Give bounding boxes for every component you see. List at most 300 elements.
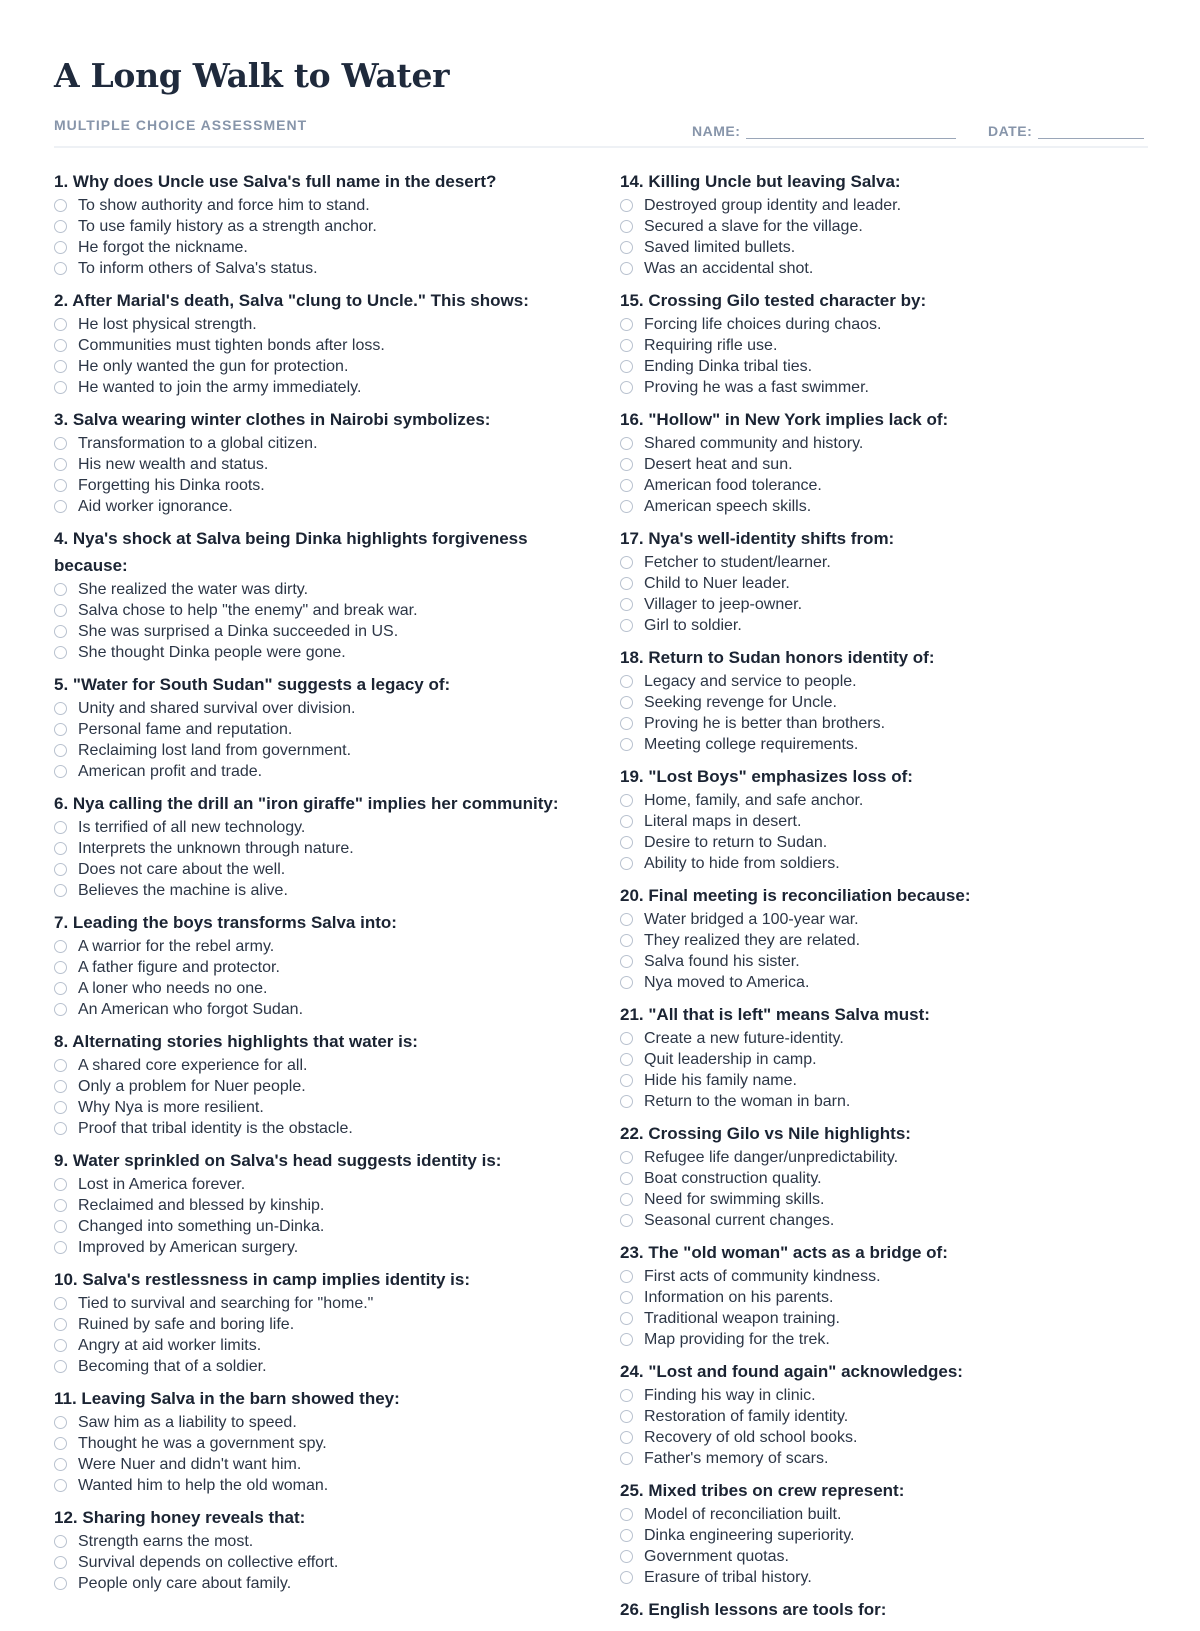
answer-option[interactable] xyxy=(54,377,594,398)
question-text: 26. English lessons are tools for: xyxy=(620,1600,887,1619)
radio-circle-icon[interactable] xyxy=(54,1080,67,1093)
answer-option-label: To inform others of Salva's status. xyxy=(78,259,318,277)
answer-option[interactable] xyxy=(620,573,1160,594)
answer-option[interactable] xyxy=(54,1293,594,1314)
answer-option[interactable] xyxy=(54,258,594,279)
answer-option[interactable] xyxy=(620,216,1160,237)
radio-circle-icon[interactable] xyxy=(54,241,67,254)
radio-circle-icon[interactable] xyxy=(620,1389,633,1402)
answer-option-label: Changed into something un-Dinka. xyxy=(78,1217,325,1235)
radio-circle-icon[interactable] xyxy=(54,1360,67,1373)
answer-option[interactable] xyxy=(620,1567,1160,1588)
answer-option[interactable] xyxy=(54,880,594,901)
page-title: A Long Walk to Water xyxy=(54,56,450,95)
answer-option[interactable] xyxy=(620,1287,1160,1308)
answer-option-label: She thought Dinka people were gone. xyxy=(78,643,346,661)
answer-option-label: Ability to hide from soldiers. xyxy=(644,854,840,872)
answer-option-label: She was surprised a Dinka succeeded in US. xyxy=(78,622,399,640)
answer-option-label: Saved limited bullets. xyxy=(644,238,796,256)
answer-option[interactable] xyxy=(54,314,594,335)
question-text: 9. Water sprinkled on Salva's head suggests identity is: xyxy=(54,1151,502,1170)
answer-option-label: Interprets the unknown through nature. xyxy=(78,839,354,857)
question-block xyxy=(54,1147,594,1258)
answer-option-label: Erasure of tribal history. xyxy=(644,1568,812,1586)
answer-option[interactable] xyxy=(54,496,594,517)
radio-circle-icon[interactable] xyxy=(54,961,67,974)
question-text: 11. Leaving Salva in the barn showed they: xyxy=(54,1389,400,1408)
answer-option-label: Finding his way in clinic. xyxy=(644,1386,816,1404)
radio-circle-icon[interactable] xyxy=(620,1571,633,1584)
answer-option-label: Unity and shared survival over division. xyxy=(78,699,356,717)
radio-circle-icon[interactable] xyxy=(620,794,633,807)
radio-circle-icon[interactable] xyxy=(620,1312,633,1325)
radio-circle-icon[interactable] xyxy=(54,625,67,638)
radio-circle-icon[interactable] xyxy=(54,765,67,778)
answer-option[interactable] xyxy=(620,594,1160,615)
answer-option[interactable] xyxy=(620,909,1160,930)
answer-option-label: Requiring rifle use. xyxy=(644,336,778,354)
radio-circle-icon[interactable] xyxy=(54,646,67,659)
question-block xyxy=(620,1596,1160,1623)
radio-circle-icon[interactable] xyxy=(54,458,67,471)
answer-option[interactable] xyxy=(620,1329,1160,1350)
question-text: 21. "All that is left" means Salva must: xyxy=(620,1005,930,1024)
answer-option[interactable] xyxy=(54,719,594,740)
answer-option[interactable] xyxy=(620,1266,1160,1287)
radio-circle-icon[interactable] xyxy=(620,1032,633,1045)
radio-circle-icon[interactable] xyxy=(54,744,67,757)
radio-circle-icon[interactable] xyxy=(54,1437,67,1450)
radio-circle-icon[interactable] xyxy=(54,842,67,855)
question-block xyxy=(620,1120,1160,1231)
answer-option-label: Government quotas. xyxy=(644,1547,789,1565)
answer-option[interactable] xyxy=(54,999,594,1020)
answer-option[interactable] xyxy=(54,1097,594,1118)
radio-circle-icon[interactable] xyxy=(54,479,67,492)
answer-option-label: An American who forgot Sudan. xyxy=(78,1000,304,1018)
radio-circle-icon[interactable] xyxy=(54,437,67,450)
radio-circle-icon[interactable] xyxy=(620,976,633,989)
name-line[interactable] xyxy=(746,122,956,139)
radio-circle-icon[interactable] xyxy=(620,738,633,751)
question-block xyxy=(620,406,1160,517)
answer-option[interactable] xyxy=(54,1174,594,1195)
answer-option-label: His new wealth and status. xyxy=(78,455,269,473)
answer-option-label: Lost in America forever. xyxy=(78,1175,246,1193)
answer-option[interactable] xyxy=(620,1546,1160,1567)
answer-option[interactable] xyxy=(54,978,594,999)
question-block xyxy=(620,644,1160,755)
radio-circle-icon[interactable] xyxy=(54,1479,67,1492)
answer-option[interactable] xyxy=(620,454,1160,475)
radio-circle-icon[interactable] xyxy=(54,1178,67,1191)
answer-option-label: Why Nya is more resilient. xyxy=(78,1098,264,1116)
answer-option[interactable] xyxy=(620,195,1160,216)
answer-option-label: Salva found his sister. xyxy=(644,952,800,970)
date-field[interactable] xyxy=(988,122,1144,139)
left-question-column xyxy=(54,168,594,1602)
answer-option[interactable] xyxy=(54,817,594,838)
question-text: 4. Nya's shock at Salva being Dinka highlights forgiveness because: xyxy=(54,529,528,575)
radio-circle-icon[interactable] xyxy=(620,1431,633,1444)
answer-option[interactable] xyxy=(54,237,594,258)
radio-circle-icon[interactable] xyxy=(54,360,67,373)
radio-circle-icon[interactable] xyxy=(54,318,67,331)
radio-circle-icon[interactable] xyxy=(620,1053,633,1066)
radio-circle-icon[interactable] xyxy=(54,1199,67,1212)
answer-option-label: Saw him as a liability to speed. xyxy=(78,1413,297,1431)
page-subtitle: MULTIPLE CHOICE ASSESSMENT xyxy=(54,117,308,133)
answer-option[interactable] xyxy=(620,972,1160,993)
radio-circle-icon[interactable] xyxy=(620,1270,633,1283)
question-block xyxy=(620,882,1160,993)
radio-circle-icon[interactable] xyxy=(54,1318,67,1331)
question-block xyxy=(54,1385,594,1496)
radio-circle-icon[interactable] xyxy=(620,1095,633,1108)
answer-option[interactable] xyxy=(54,761,594,782)
radio-circle-icon[interactable] xyxy=(620,1074,633,1087)
radio-circle-icon[interactable] xyxy=(620,1193,633,1206)
answer-option[interactable] xyxy=(620,1525,1160,1546)
question-block xyxy=(54,790,594,901)
radio-circle-icon[interactable] xyxy=(54,1556,67,1569)
radio-circle-icon[interactable] xyxy=(620,675,633,688)
answer-option-label: Proving he is better than brothers. xyxy=(644,714,886,732)
question-block xyxy=(620,1358,1160,1469)
radio-circle-icon[interactable] xyxy=(620,339,633,352)
answer-option-label: Recovery of old school books. xyxy=(644,1428,858,1446)
answer-option[interactable] xyxy=(620,356,1160,377)
answer-option-label: Reclaiming lost land from government. xyxy=(78,741,352,759)
answer-option-label: To use family history as a strength anchor. xyxy=(78,217,377,235)
answer-option[interactable] xyxy=(54,1055,594,1076)
answer-option[interactable] xyxy=(620,811,1160,832)
answer-option-label: Home, family, and safe anchor. xyxy=(644,791,864,809)
radio-circle-icon[interactable] xyxy=(54,1059,67,1072)
answer-option[interactable] xyxy=(54,579,594,600)
radio-circle-icon[interactable] xyxy=(620,913,633,926)
radio-circle-icon[interactable] xyxy=(54,1241,67,1254)
answer-option[interactable] xyxy=(620,552,1160,573)
name-field[interactable] xyxy=(692,122,956,139)
answer-option[interactable] xyxy=(620,1308,1160,1329)
answer-option[interactable] xyxy=(54,1573,594,1594)
question-text: 12. Sharing honey reveals that: xyxy=(54,1508,306,1527)
answer-option[interactable] xyxy=(620,951,1160,972)
radio-circle-icon[interactable] xyxy=(620,1333,633,1346)
answer-option[interactable] xyxy=(620,790,1160,811)
radio-circle-icon[interactable] xyxy=(620,318,633,331)
answer-option-label: Child to Nuer leader. xyxy=(644,574,790,592)
answer-option[interactable] xyxy=(54,1195,594,1216)
answer-option-label: Tied to survival and searching for "home." xyxy=(78,1294,374,1312)
answer-option[interactable] xyxy=(620,237,1160,258)
answer-option-label: Fetcher to student/learner. xyxy=(644,553,831,571)
question-block xyxy=(54,1028,594,1139)
answer-option[interactable] xyxy=(54,1335,594,1356)
answer-option[interactable] xyxy=(620,734,1160,755)
radio-circle-icon[interactable] xyxy=(620,1452,633,1465)
answer-option[interactable] xyxy=(620,1406,1160,1427)
answer-option[interactable] xyxy=(54,1531,594,1552)
answer-option-label: Villager to jeep-owner. xyxy=(644,595,803,613)
answer-option-label: Information on his parents. xyxy=(644,1288,834,1306)
answer-option[interactable] xyxy=(54,1216,594,1237)
answer-option[interactable] xyxy=(54,698,594,719)
answer-option[interactable] xyxy=(620,1049,1160,1070)
radio-circle-icon[interactable] xyxy=(54,702,67,715)
answer-option[interactable] xyxy=(54,600,594,621)
radio-circle-icon[interactable] xyxy=(54,583,67,596)
answer-option[interactable] xyxy=(54,1356,594,1377)
radio-circle-icon[interactable] xyxy=(620,556,633,569)
answer-option[interactable] xyxy=(620,496,1160,517)
answer-option[interactable] xyxy=(620,335,1160,356)
question-text: 10. Salva's restlessness in camp implies identity is: xyxy=(54,1270,471,1289)
answer-option-label: Water bridged a 100-year war. xyxy=(644,910,859,928)
answer-option-label: Wanted him to help the old woman. xyxy=(78,1476,329,1494)
answer-option[interactable] xyxy=(54,621,594,642)
answer-option[interactable] xyxy=(620,377,1160,398)
answer-option-label: Return to the woman in barn. xyxy=(644,1092,851,1110)
answer-option-label: Traditional weapon training. xyxy=(644,1309,840,1327)
answer-option-label: He lost physical strength. xyxy=(78,315,257,333)
question-block xyxy=(620,287,1160,398)
answer-option[interactable] xyxy=(620,615,1160,636)
answer-option[interactable] xyxy=(54,838,594,859)
answer-option[interactable] xyxy=(54,335,594,356)
question-block xyxy=(54,1504,594,1594)
answer-option-label: American profit and trade. xyxy=(78,762,263,780)
radio-circle-icon[interactable] xyxy=(620,1214,633,1227)
answer-option[interactable] xyxy=(620,930,1160,951)
radio-circle-icon[interactable] xyxy=(54,1577,67,1590)
radio-circle-icon[interactable] xyxy=(54,199,67,212)
radio-circle-icon[interactable] xyxy=(54,1003,67,1016)
answer-option[interactable] xyxy=(54,433,594,454)
answer-option[interactable] xyxy=(54,1314,594,1335)
answer-option-label: Aid worker ignorance. xyxy=(78,497,233,515)
answer-option[interactable] xyxy=(54,475,594,496)
radio-circle-icon[interactable] xyxy=(620,458,633,471)
answer-option[interactable] xyxy=(54,1118,594,1139)
radio-circle-icon[interactable] xyxy=(620,479,633,492)
answer-option[interactable] xyxy=(54,1475,594,1496)
answer-option[interactable] xyxy=(54,859,594,880)
radio-circle-icon[interactable] xyxy=(54,884,67,897)
answer-option[interactable] xyxy=(620,314,1160,335)
answer-option-label: Improved by American surgery. xyxy=(78,1238,299,1256)
radio-circle-icon[interactable] xyxy=(54,1101,67,1114)
answer-option-label: Is terrified of all new technology. xyxy=(78,818,306,836)
answer-option[interactable] xyxy=(620,671,1160,692)
answer-option-label: Ending Dinka tribal ties. xyxy=(644,357,813,375)
answer-option[interactable] xyxy=(54,356,594,377)
answer-option-label: They realized they are related. xyxy=(644,931,861,949)
radio-circle-icon[interactable] xyxy=(54,723,67,736)
answer-option-label: Restoration of family identity. xyxy=(644,1407,849,1425)
name-label: NAME: xyxy=(692,123,741,139)
answer-option[interactable] xyxy=(620,713,1160,734)
answer-option[interactable] xyxy=(54,642,594,663)
answer-option-label: Thought he was a government spy. xyxy=(78,1434,327,1452)
radio-circle-icon[interactable] xyxy=(54,604,67,617)
answer-option[interactable] xyxy=(620,692,1160,713)
answer-option[interactable] xyxy=(620,1168,1160,1189)
radio-circle-icon[interactable] xyxy=(54,821,67,834)
answer-option-label: Shared community and history. xyxy=(644,434,864,452)
answer-option[interactable] xyxy=(54,1076,594,1097)
answer-option[interactable] xyxy=(54,1454,594,1475)
radio-circle-icon[interactable] xyxy=(620,500,633,513)
radio-circle-icon[interactable] xyxy=(54,863,67,876)
radio-circle-icon[interactable] xyxy=(54,220,67,233)
radio-circle-icon[interactable] xyxy=(54,500,67,513)
question-block xyxy=(620,1001,1160,1112)
answer-option-label: To show authority and force him to stand. xyxy=(78,196,370,214)
answer-option-label: Reclaimed and blessed by kinship. xyxy=(78,1196,325,1214)
question-block xyxy=(54,168,594,279)
answer-option[interactable] xyxy=(620,1189,1160,1210)
radio-circle-icon[interactable] xyxy=(620,1151,633,1164)
answer-option-label: Transformation to a global citizen. xyxy=(78,434,318,452)
radio-circle-icon[interactable] xyxy=(54,381,67,394)
answer-option-label: Map providing for the trek. xyxy=(644,1330,830,1348)
radio-circle-icon[interactable] xyxy=(54,940,67,953)
radio-circle-icon[interactable] xyxy=(620,619,633,632)
answer-option-label: Desert heat and sun. xyxy=(644,455,793,473)
header-divider xyxy=(54,146,1148,148)
radio-circle-icon[interactable] xyxy=(620,934,633,947)
date-line[interactable] xyxy=(1038,122,1144,139)
answer-option[interactable] xyxy=(620,853,1160,874)
answer-option[interactable] xyxy=(54,216,594,237)
radio-circle-icon[interactable] xyxy=(54,1458,67,1471)
answer-option-label: Desire to return to Sudan. xyxy=(644,833,828,851)
answer-option[interactable] xyxy=(54,957,594,978)
radio-circle-icon[interactable] xyxy=(620,1529,633,1542)
radio-circle-icon[interactable] xyxy=(620,1410,633,1423)
answer-option[interactable] xyxy=(54,1412,594,1433)
answer-option[interactable] xyxy=(54,1433,594,1454)
answer-option-label: Girl to soldier. xyxy=(644,616,742,634)
radio-circle-icon[interactable] xyxy=(54,262,67,275)
answer-option[interactable] xyxy=(620,1448,1160,1469)
answer-option-label: Proof that tribal identity is the obstacle. xyxy=(78,1119,353,1137)
answer-option-label: Salva chose to help "the enemy" and break war. xyxy=(78,601,418,619)
radio-circle-icon[interactable] xyxy=(620,381,633,394)
radio-circle-icon[interactable] xyxy=(620,1291,633,1304)
answer-option[interactable] xyxy=(54,195,594,216)
radio-circle-icon[interactable] xyxy=(620,815,633,828)
question-block xyxy=(620,1239,1160,1350)
answer-option-label: Becoming that of a soldier. xyxy=(78,1357,267,1375)
question-block xyxy=(54,909,594,1020)
answer-option[interactable] xyxy=(620,1504,1160,1525)
question-block xyxy=(54,525,594,663)
answer-option[interactable] xyxy=(54,936,594,957)
answer-option-label: Quit leadership in camp. xyxy=(644,1050,817,1068)
radio-circle-icon[interactable] xyxy=(620,696,633,709)
answer-option-label: A warrior for the rebel army. xyxy=(78,937,275,955)
radio-circle-icon[interactable] xyxy=(54,1122,67,1135)
answer-option-label: Forgetting his Dinka roots. xyxy=(78,476,265,494)
answer-option-label: Personal fame and reputation. xyxy=(78,720,293,738)
radio-circle-icon[interactable] xyxy=(620,717,633,730)
answer-option[interactable] xyxy=(620,258,1160,279)
answer-option[interactable] xyxy=(620,1070,1160,1091)
question-text: 23. The "old woman" acts as a bridge of: xyxy=(620,1243,948,1262)
answer-option[interactable] xyxy=(620,1210,1160,1231)
radio-circle-icon[interactable] xyxy=(620,955,633,968)
radio-circle-icon[interactable] xyxy=(620,577,633,590)
radio-circle-icon[interactable] xyxy=(620,1172,633,1185)
radio-circle-icon[interactable] xyxy=(620,857,633,870)
question-block xyxy=(54,406,594,517)
radio-circle-icon[interactable] xyxy=(54,1416,67,1429)
radio-circle-icon[interactable] xyxy=(54,339,67,352)
answer-option[interactable] xyxy=(620,1427,1160,1448)
radio-circle-icon[interactable] xyxy=(620,199,633,212)
answer-option[interactable] xyxy=(620,1385,1160,1406)
answer-option[interactable] xyxy=(620,1091,1160,1112)
question-text: 14. Killing Uncle but leaving Salva: xyxy=(620,172,901,191)
answer-option[interactable] xyxy=(620,475,1160,496)
answer-option[interactable] xyxy=(54,454,594,475)
radio-circle-icon[interactable] xyxy=(620,220,633,233)
question-text: 7. Leading the boys transforms Salva into: xyxy=(54,913,397,932)
radio-circle-icon[interactable] xyxy=(54,1535,67,1548)
radio-circle-icon[interactable] xyxy=(620,262,633,275)
answer-option-label: Angry at aid worker limits. xyxy=(78,1336,262,1354)
answer-option-label: Seeking revenge for Uncle. xyxy=(644,693,837,711)
radio-circle-icon[interactable] xyxy=(54,1220,67,1233)
question-text: 20. Final meeting is reconciliation because: xyxy=(620,886,971,905)
radio-circle-icon[interactable] xyxy=(54,1297,67,1310)
radio-circle-icon[interactable] xyxy=(620,1550,633,1563)
answer-option[interactable] xyxy=(620,1147,1160,1168)
answer-option-label: He forgot the nickname. xyxy=(78,238,248,256)
answer-option-label: Does not care about the well. xyxy=(78,860,286,878)
answer-option[interactable] xyxy=(620,1028,1160,1049)
answer-option[interactable] xyxy=(54,1237,594,1258)
question-text: 18. Return to Sudan honors identity of: xyxy=(620,648,935,667)
question-text: 16. "Hollow" in New York implies lack of: xyxy=(620,410,949,429)
answer-option[interactable] xyxy=(620,832,1160,853)
radio-circle-icon[interactable] xyxy=(620,836,633,849)
radio-circle-icon[interactable] xyxy=(620,241,633,254)
question-block xyxy=(54,671,594,782)
radio-circle-icon[interactable] xyxy=(620,598,633,611)
question-block xyxy=(54,1266,594,1377)
question-text: 15. Crossing Gilo tested character by: xyxy=(620,291,927,310)
question-block xyxy=(620,168,1160,279)
answer-option-label: Nya moved to America. xyxy=(644,973,810,991)
answer-option-label: A loner who needs no one. xyxy=(78,979,268,997)
radio-circle-icon[interactable] xyxy=(620,437,633,450)
answer-option-label: Ruined by safe and boring life. xyxy=(78,1315,295,1333)
question-block xyxy=(620,1477,1160,1588)
question-text: 8. Alternating stories highlights that water is: xyxy=(54,1032,418,1051)
radio-circle-icon[interactable] xyxy=(620,360,633,373)
answer-option-label: Believes the machine is alive. xyxy=(78,881,288,899)
answer-option[interactable] xyxy=(620,433,1160,454)
answer-option[interactable] xyxy=(54,740,594,761)
radio-circle-icon[interactable] xyxy=(620,1508,633,1521)
radio-circle-icon[interactable] xyxy=(54,1339,67,1352)
answer-option[interactable] xyxy=(54,1552,594,1573)
radio-circle-icon[interactable] xyxy=(54,982,67,995)
